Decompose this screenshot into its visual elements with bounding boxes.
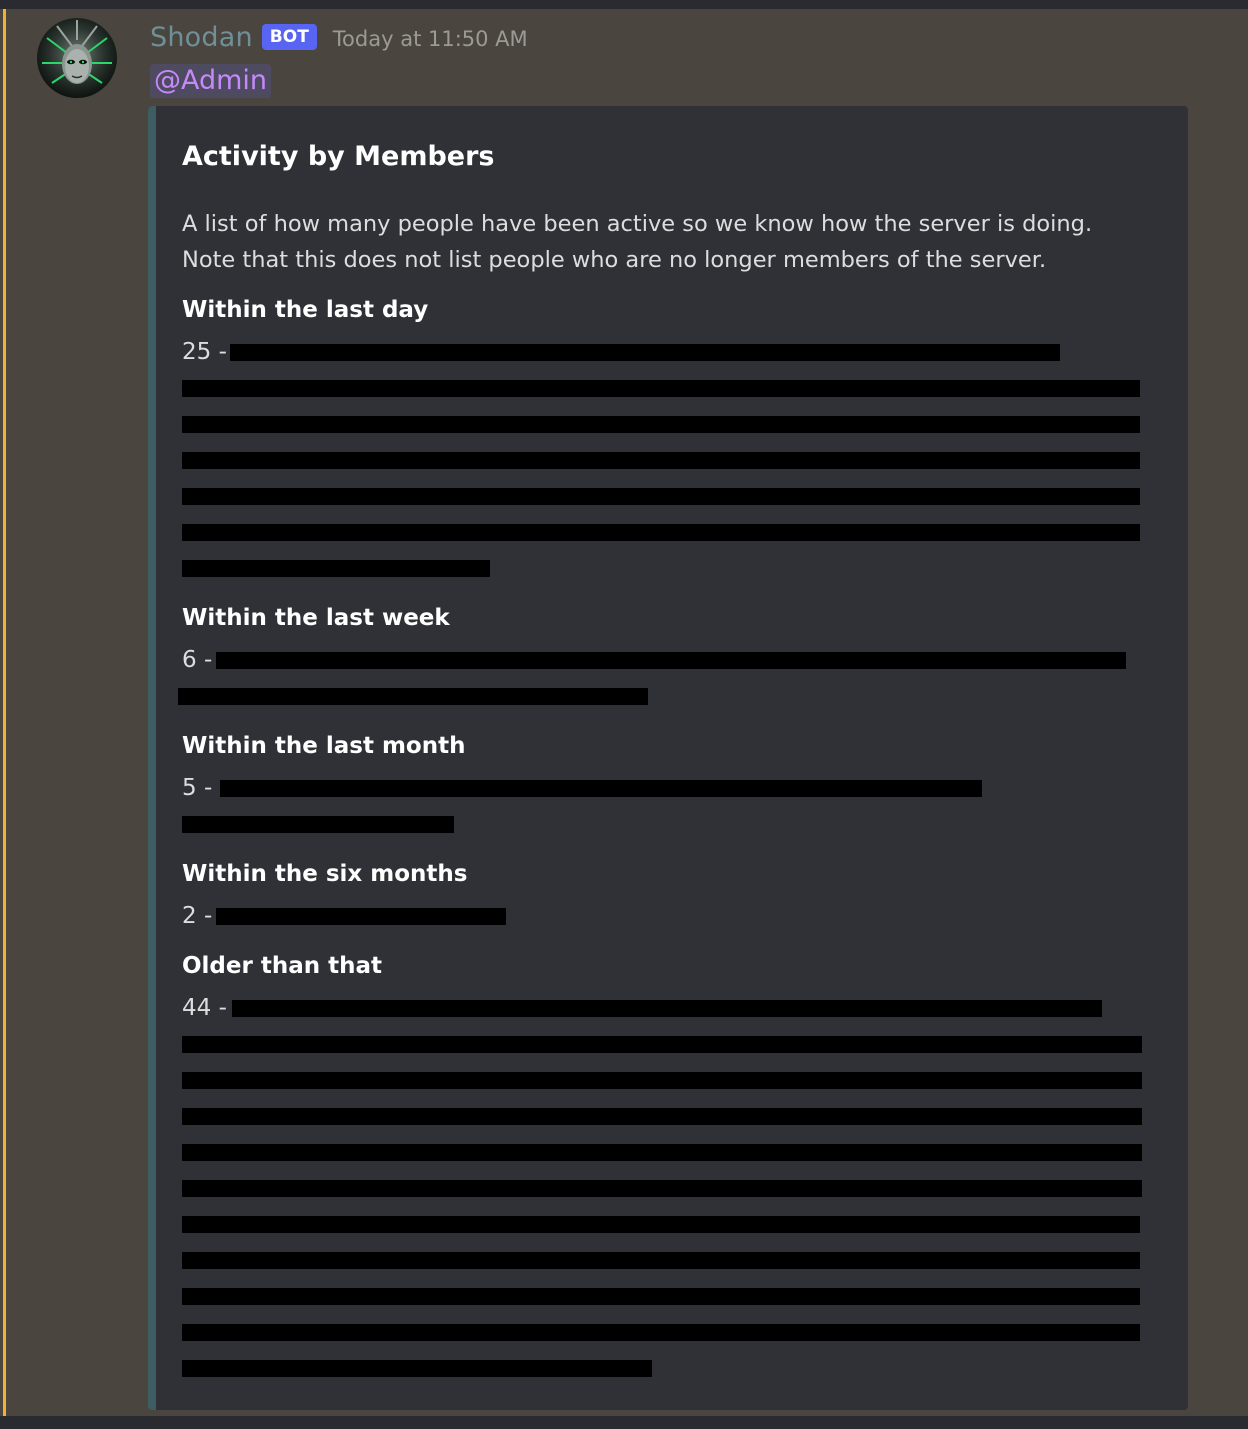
window-bottom-bar [0,1416,1248,1429]
field-name-last-month: Within the last month [182,733,466,759]
field-value-last-month [182,770,1142,842]
mention-highlight-bar [3,9,6,1416]
field-name-older: Older than that [182,953,383,979]
field-name-last-week: Within the last week [182,605,450,631]
redacted-member-list [230,344,1060,361]
member-count: 6 - [182,647,213,673]
author-username[interactable]: Shodan [150,21,253,53]
field-value-older [182,990,1142,1386]
field-value-six-months [182,898,1142,934]
redacted-member-list [182,1288,1140,1305]
member-count: 2 - [182,903,213,929]
embed-description-line: Note that this does not list people who are no longer members of the server. [182,247,1047,273]
redacted-member-list [182,1252,1140,1269]
redacted-member-list [182,416,1140,433]
field-value-last-day [182,334,1142,584]
embed-description-line: A list of how many people have been active so we know how the server is doing. [182,211,1093,237]
redacted-member-list [182,380,1140,397]
embed-card [148,106,1188,1410]
field-value-last-week [182,642,1142,714]
redacted-member-list [182,488,1140,505]
redacted-member-list [182,560,490,577]
redacted-member-list [182,1324,1140,1341]
redacted-member-list [178,688,648,705]
redacted-member-list [182,816,454,833]
message-header [150,19,528,55]
redacted-member-list [182,1180,1142,1197]
redacted-member-list [182,524,1140,541]
bot-badge: BOT [262,24,317,50]
field-name-last-day: Within the last day [182,297,429,323]
window-top-bar [0,0,1248,9]
member-count: 25 - [182,339,227,365]
redacted-member-list [182,1360,652,1377]
redacted-member-list [216,652,1126,669]
embed-title: Activity by Members [182,141,495,172]
redacted-member-list [232,1000,1102,1017]
redacted-member-list [182,1144,1142,1161]
embed-accent-bar [148,106,156,1410]
redacted-member-list [220,780,982,797]
redacted-member-list [182,452,1140,469]
redacted-member-list [182,1072,1142,1089]
redacted-member-list [182,1108,1142,1125]
message-timestamp[interactable]: Today at 11:50 AM [332,27,528,51]
redacted-member-list [182,1216,1140,1233]
member-count: 5 - [182,775,213,801]
admin-mention[interactable]: @Admin [150,64,271,98]
shodan-face-icon[interactable] [37,18,117,98]
redacted-member-list [182,1036,1142,1053]
member-count: 44 - [182,995,227,1021]
redacted-member-list [216,908,506,925]
field-name-six-months: Within the six months [182,861,468,887]
embed-description [182,206,1142,278]
message-row [0,9,1248,1416]
